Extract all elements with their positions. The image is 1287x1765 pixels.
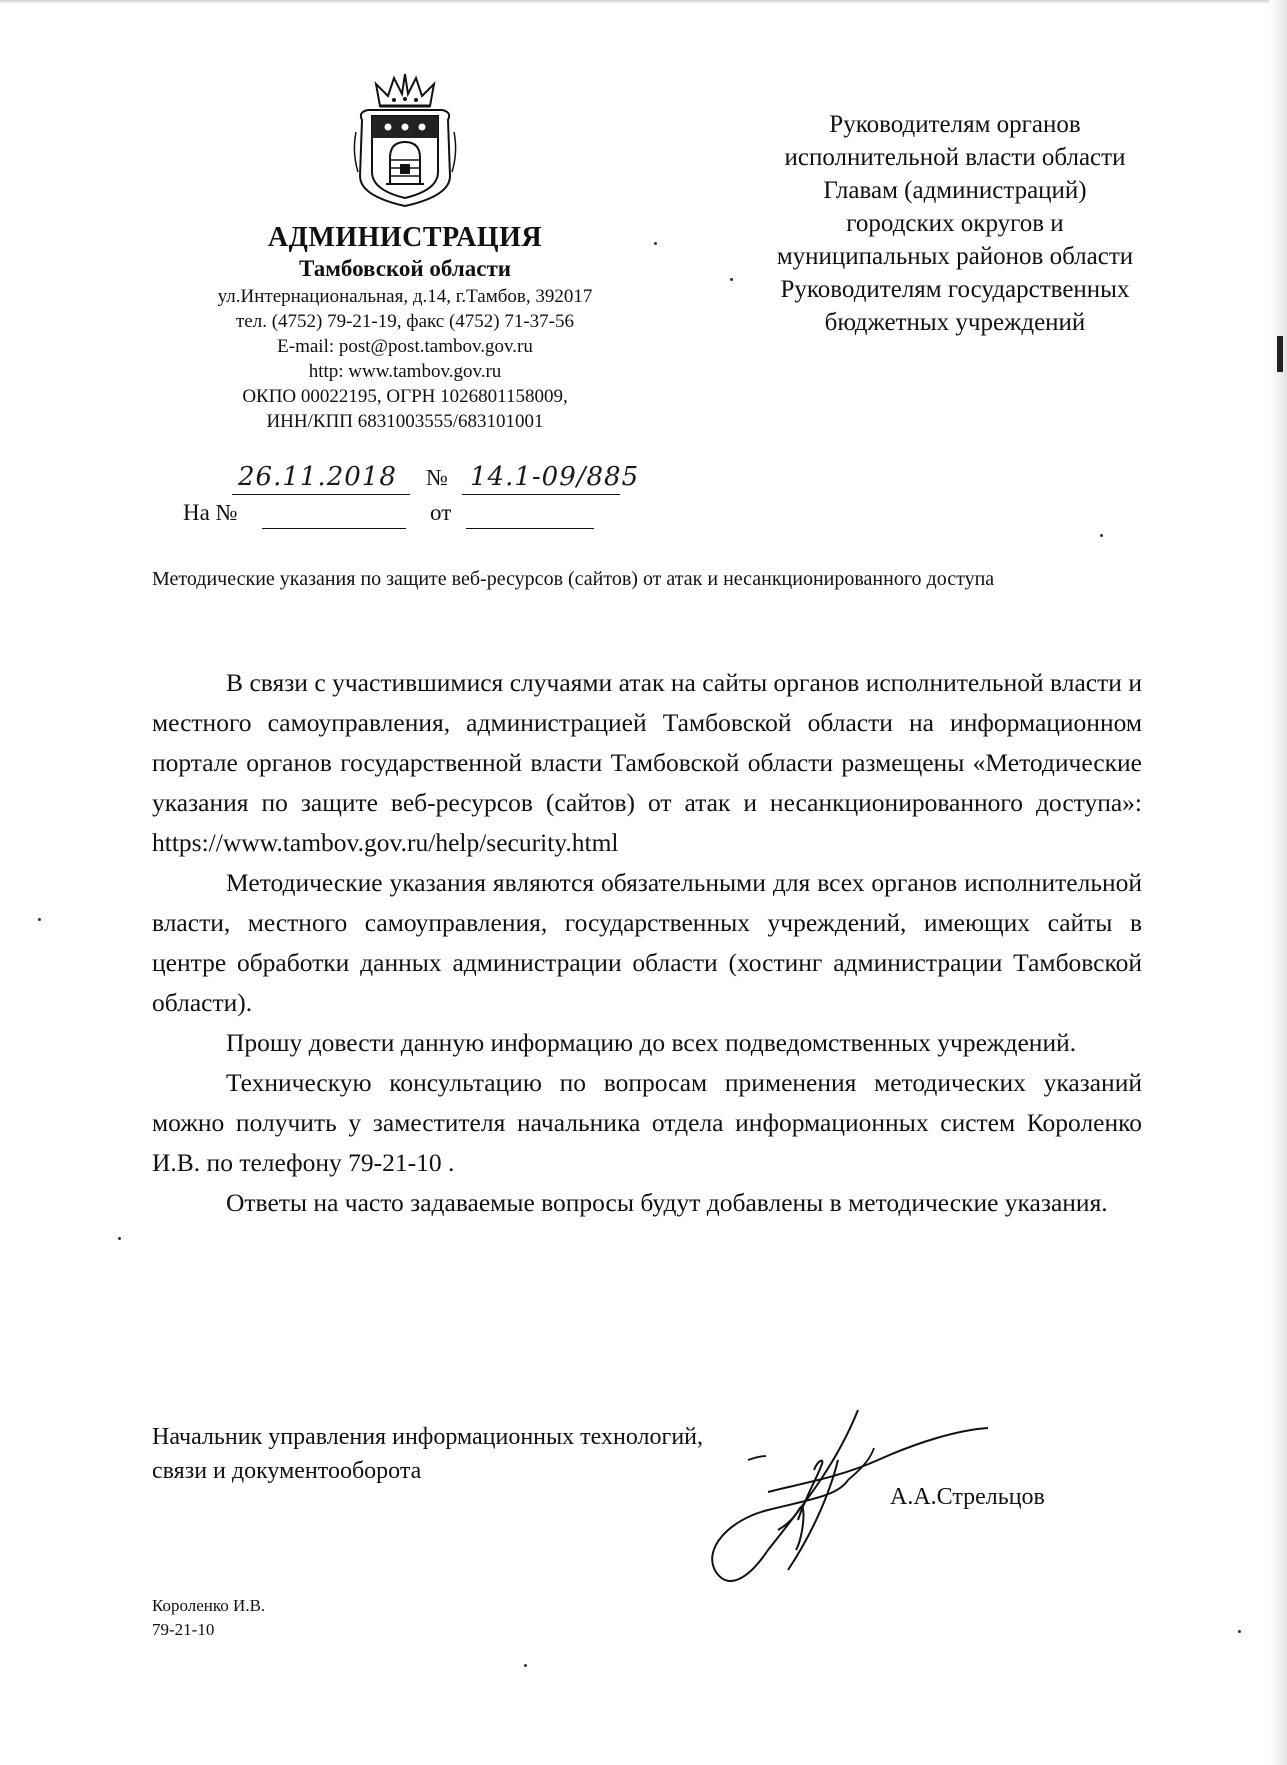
signatory-position-line: связи и документооборота (152, 1458, 422, 1484)
scan-edge-top (0, 0, 1287, 4)
addressee-line: Руководителям государственных (780, 276, 1130, 303)
org-phone: тел. (4752) 79-21-19, факс (4752) 71-37-56 (235, 311, 575, 332)
org-subtitle: Тамбовской области (298, 256, 511, 281)
addressee-line: муниципальных районов области (776, 243, 1134, 270)
addressee-line: Главам (администраций) (823, 177, 1087, 204)
executor-phone: 79-21-10 (152, 1620, 215, 1639)
reply-to-underline (262, 528, 406, 529)
org-email: E-mail: post@post.tambov.gov.ru (277, 336, 533, 357)
addressee-line: Руководителям органов (829, 111, 1081, 138)
body-paragraph: Техническую консультацию по вопросам применения методических указаний можно получить у заместителя начальника отдела информационных систем Короленко И.В. по телефону 79-21-10 . (152, 1068, 1142, 1177)
handwritten-date: 26.11.2018 (238, 462, 397, 492)
scan-speck (118, 1237, 121, 1240)
org-title: АДМИНИСТРАЦИЯ (267, 222, 543, 253)
body-paragraph: В связи с участившимися случаями атак на сайты органов исполнительной власти и местного самоуправления, администрацией Тамбовской области на информационном портале органов государственной власти Тамбовской области размещены «Методические указания по защите веб-ресурсов (сайтов) от атак и несанкционированного доступа»: https://www.tambov.gov.ru/help/security.html (152, 668, 1142, 857)
addressee-line: городских округов и (846, 210, 1064, 237)
org-okpo-ogrn: ОКПО 00022195, ОГРН 1026801158009, (242, 386, 568, 407)
from-label: от (430, 500, 452, 525)
addressee-line: исполнительной власти области (784, 144, 1126, 171)
executor-block (152, 1594, 265, 1642)
signatory-position-line: Начальник управления информационных технологий, (152, 1424, 704, 1450)
letter-subject: Методические указания по защите веб-ресурсов (сайтов) от атак и несанкционированного доступа (152, 568, 995, 590)
coat-of-arms-emblem (350, 72, 460, 208)
org-website: http: www.tambov.gov.ru (308, 361, 502, 382)
from-underline (466, 528, 594, 529)
number-underline (462, 494, 620, 495)
org-inn-kpp: ИНН/КПП 6831003555/683101001 (266, 411, 544, 432)
scan-speck (38, 918, 41, 921)
executor-name: Короленко И.В. (152, 1596, 266, 1615)
body-paragraph: Прошу довести данную информацию до всех подведомственных учреждений. (226, 1028, 1077, 1057)
date-underline (232, 494, 410, 495)
letter-body (152, 663, 1142, 1223)
addressee-block (720, 108, 1190, 339)
scan-speck (1100, 534, 1103, 537)
org-address: ул.Интернациональная, д.14, г.Тамбов, 392017 (217, 286, 593, 307)
scan-edge-right (1269, 0, 1287, 1765)
signatory-name: А.А.Стрельцов (890, 1484, 1045, 1510)
scan-speck (524, 1664, 527, 1667)
scan-speck (1238, 1630, 1241, 1633)
handwritten-number: 14.1-09/885 (470, 462, 640, 492)
addressee-line: бюджетных учреждений (824, 309, 1086, 336)
registration-date (238, 462, 397, 492)
scan-artifact (1277, 336, 1283, 372)
registration-number-label: № (426, 465, 448, 490)
reply-to-label: На № (183, 500, 238, 525)
body-paragraph: Методические указания являются обязательными для всех органов исполнительной власти, местного самоуправления, государственных учреждений, имеющих сайты в центре обработки данных администрации области (хостинг администрации Тамбовской области). (152, 868, 1142, 1017)
body-paragraph: Ответы на часто задаваемые вопросы будут добавлены в методические указания. (226, 1188, 1108, 1217)
letterhead (130, 222, 680, 434)
registration-number (470, 462, 639, 492)
